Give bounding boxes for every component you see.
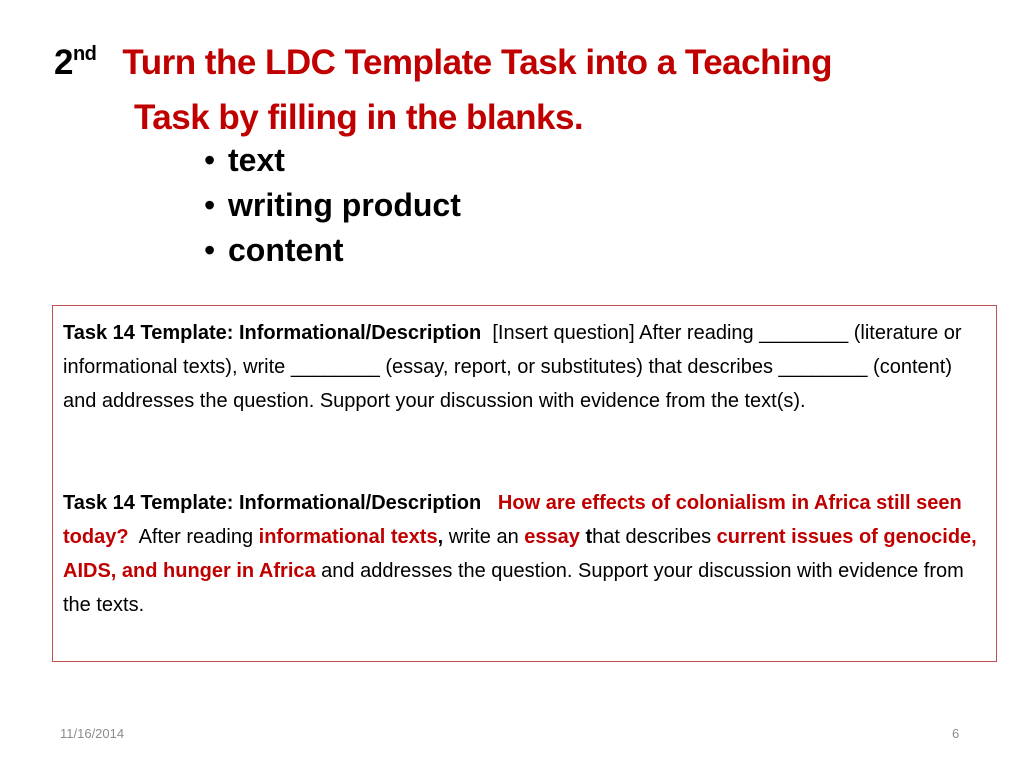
- teaching-task-question: How are effects of colonialism in Africa still seen today?: [63, 492, 962, 548]
- bullet-label: content: [228, 232, 344, 268]
- footer-page-number: 6: [952, 726, 960, 741]
- title-ordinal-suffix: nd: [72, 43, 97, 65]
- template-task-body: [Insert question] After reading ________ (literature or informational texts), write ________ (essay, report, or substitutes) that describes ________ (content) and addresses the question. Support your discussion with evidence from the text(s).: [63, 322, 962, 412]
- task-template-box: [52, 305, 997, 662]
- bullet-label: writing product: [228, 187, 461, 223]
- title-text-line-2: Task by filling in the blanks.: [134, 98, 584, 137]
- bullet-item-writing-product: [204, 183, 461, 228]
- teaching-task-heading: Task 14 Template: Informational/Description: [63, 492, 482, 514]
- teaching-task-text-2: write an: [443, 526, 525, 548]
- footer-date: 11/16/2014: [60, 726, 125, 741]
- bullet-marker: •: [204, 187, 216, 223]
- bullet-label: text: [228, 142, 285, 178]
- teaching-task-bold-t: t: [585, 526, 593, 548]
- teaching-task-texts-fill: informational texts: [258, 526, 438, 548]
- teaching-task-content-fill: current issues of genocide, AIDS, and hunger in Africa: [63, 526, 977, 582]
- slide-title: [54, 38, 994, 142]
- teaching-task-paragraph: [63, 486, 986, 622]
- title-text-line-1: Turn the LDC Template Task into a Teaching: [122, 43, 832, 82]
- teaching-task-product-fill: essay: [524, 526, 580, 548]
- bullet-marker: •: [204, 142, 216, 178]
- bullet-item-text: [204, 138, 461, 183]
- teaching-task-text-4: and addresses the question. Support your discussion with evidence from the texts.: [63, 560, 964, 616]
- slide-title-line-2: [54, 93, 994, 142]
- teaching-task-text-1: After reading: [138, 526, 259, 548]
- template-task-heading: Task 14 Template: Informational/Description: [63, 322, 482, 344]
- teaching-task-text-3: hat describes: [592, 526, 717, 548]
- template-task-paragraph: [63, 316, 986, 418]
- bullet-list: [204, 138, 461, 273]
- slide-title-line-1: [54, 38, 994, 93]
- title-ordinal-number: 2: [54, 43, 73, 82]
- bullet-marker: •: [204, 232, 216, 268]
- bullet-item-content: [204, 228, 461, 273]
- teaching-task-comma: ,: [437, 526, 444, 548]
